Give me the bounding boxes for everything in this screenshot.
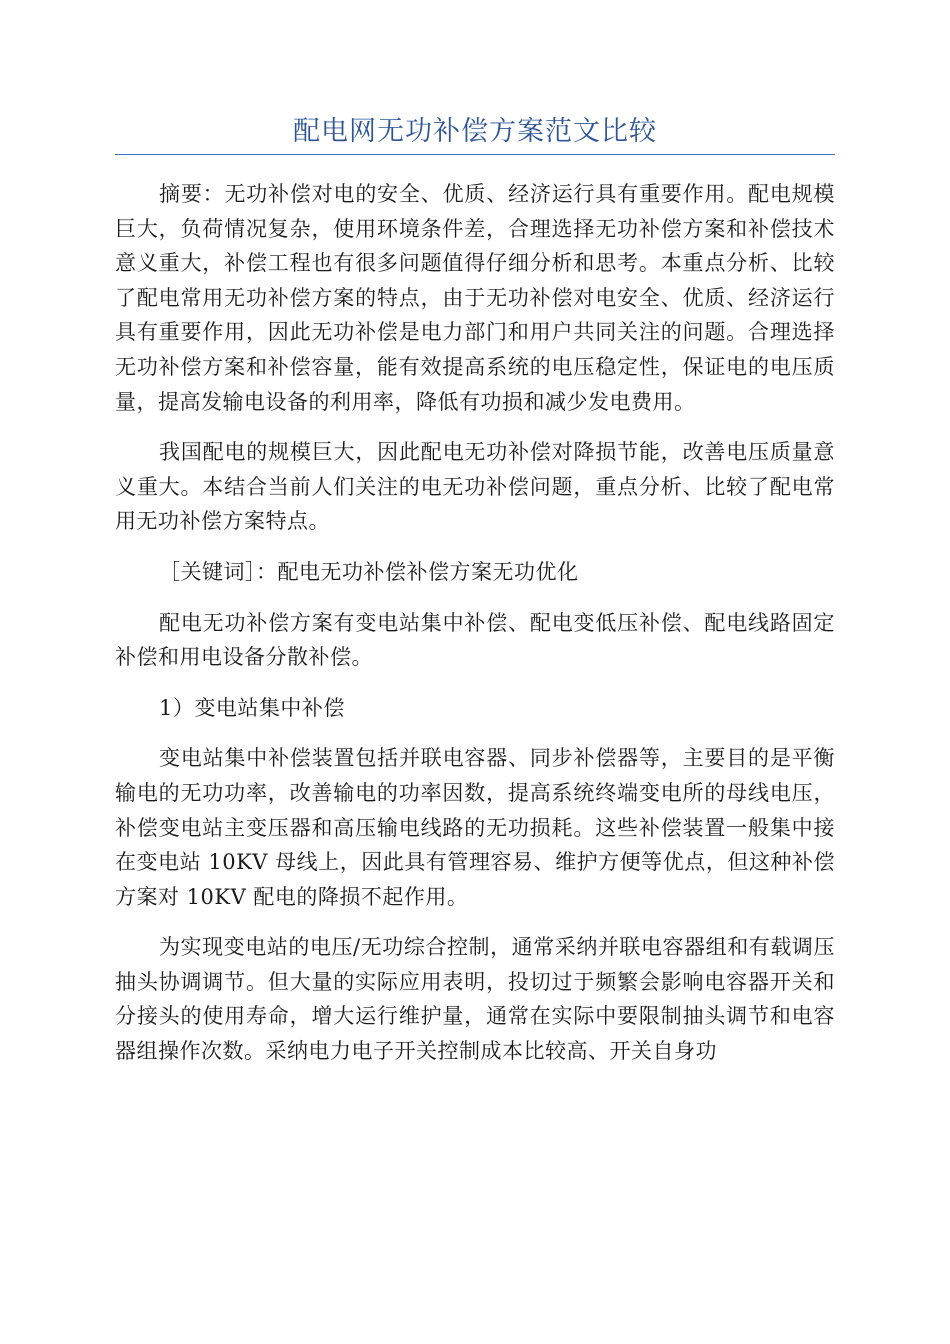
keywords-paragraph: ［关键词］：配电无功补偿补偿方案无功优化 — [159, 559, 579, 584]
intro-paragraph: 我国配电的规模巨大，因此配电无功补偿对降损节能，改善电压质量意义重大。本结合当前人们关注的电无功补偿问题，重点分析、比较了配电常用无功补偿方案特点。 — [115, 440, 835, 534]
title-underline — [115, 154, 835, 155]
substation-paragraph: 变电站集中补偿装置包括并联电容器、同步补偿器等，主要目的是平衡输电的无功功率，改善输电的功率因数，提高系统终端变电所的母线电压，补偿变电站主变压器和高压输电线路的无功损耗。这些补偿装置一般集中接在变电站 10KV 母线上，因此具有管理容易、维护方便等优点，但这种补偿方案对 10KV 配电的降损不起作用。 — [115, 746, 835, 909]
voltage-control-paragraph: 为实现变电站的电压/无功综合控制，通常采纳并联电容器组和有载调压抽头协调调节。但大量的实际应用表明，投切过于频繁会影响电容器开关和分接头的使用寿命，增大运行维护量，通常在实际中要限制抽头调节和电容器组操作次数。采纳电力电子开关控制成本比较高、开关自身功 — [115, 935, 835, 1064]
scheme-overview-paragraph: 配电无功补偿方案有变电站集中补偿、配电变低压补偿、配电线路固定补偿和用电设备分散补偿。 — [115, 610, 835, 670]
document-body — [115, 177, 835, 1085]
abstract-paragraph: 摘要：无功补偿对电的安全、优质、经济运行具有重要作用。配电规模巨大，负荷情况复杂，使用环境条件差，合理选择无功补偿方案和补偿技术意义重大，补偿工程也有很多问题值得仔细分析和思考。本重点分析、比较了配电常用无功补偿方案的特点，由于无功补偿对电安全、优质、经济运行具有重要作用，因此无功补偿是电力部门和用户共同关注的问题。合理选择无功补偿方案和补偿容量，能有效提高系统的电压稳定性，保证电的电压质量，提高发输电设备的利用率，降低有功损和减少发电费用。 — [115, 182, 835, 414]
document-title: 配电网无功补偿方案范文比较 — [293, 116, 657, 147]
section-heading-substation: 1）变电站集中补偿 — [159, 695, 345, 720]
